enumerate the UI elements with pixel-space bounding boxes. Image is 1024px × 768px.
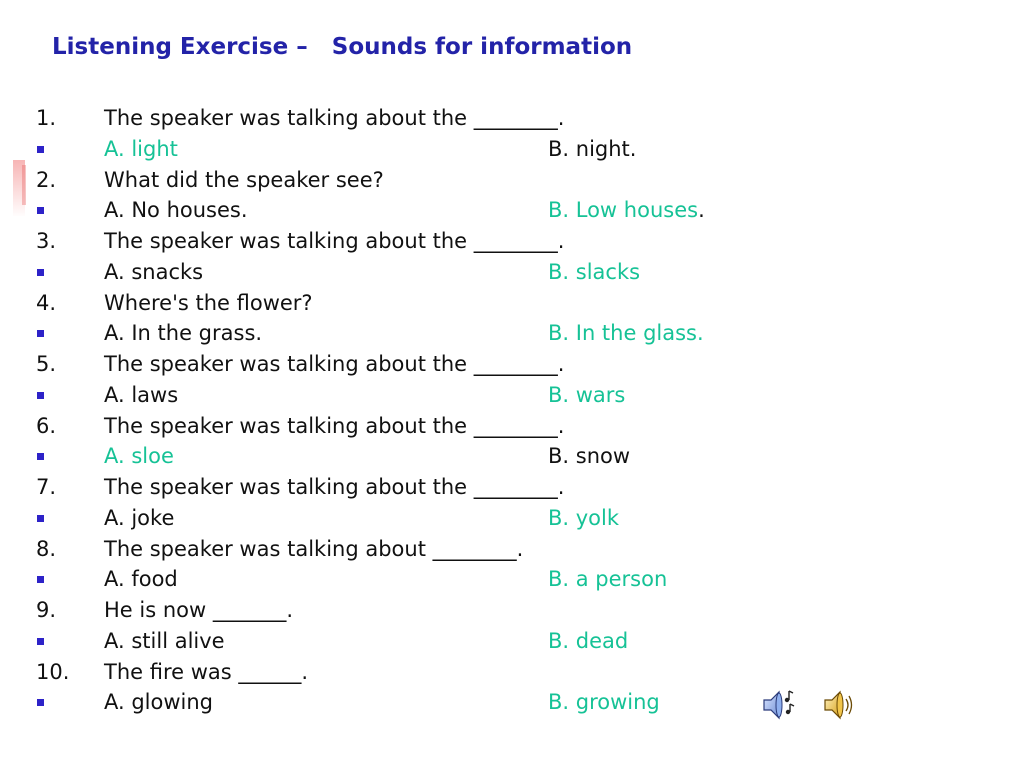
answer-row [0, 626, 1024, 657]
question-row [0, 595, 1024, 626]
question-text: Where's the flower? [104, 290, 313, 315]
option-a[interactable]: A. In the grass. [104, 321, 263, 346]
question-number: 10. [36, 659, 70, 684]
question-text: The speaker was talking about the ________. [104, 229, 565, 253]
page-title: Listening Exercise – Sounds for information [52, 34, 633, 60]
speaker-sound-icon[interactable] [822, 688, 856, 722]
option-b[interactable]: B. Low houses [548, 198, 699, 223]
question-text: What did the speaker see? [104, 167, 384, 192]
option-b-wrapper[interactable] [548, 257, 640, 287]
option-b[interactable]: B. In the glass. [548, 321, 704, 346]
question-number: 7. [36, 475, 57, 499]
question-row [0, 657, 1024, 688]
question-number: 8. [36, 536, 57, 561]
option-a[interactable]: A. light [104, 136, 178, 161]
question-text: The speaker was talking about the ________. [104, 413, 565, 438]
bullet-icon [37, 330, 44, 337]
question-number: 5. [36, 352, 57, 376]
answer-row [0, 441, 1024, 472]
exercise-list [0, 103, 1024, 718]
question-row [0, 472, 1024, 503]
option-b[interactable]: B. a person [548, 567, 668, 592]
question-text: The speaker was talking about the ________. [104, 475, 565, 499]
question-row [0, 226, 1024, 257]
answer-row [0, 380, 1024, 411]
question-text: The speaker was talking about the ________. [104, 106, 565, 130]
answer-row [0, 257, 1024, 288]
option-b-wrapper[interactable] [548, 134, 636, 164]
question-row [0, 165, 1024, 196]
question-row [0, 411, 1024, 442]
option-b[interactable]: B. wars [548, 382, 626, 407]
question-number: 2. [36, 167, 57, 192]
option-b-wrapper[interactable] [548, 503, 619, 533]
question-number: 9. [36, 598, 57, 622]
option-b-wrapper[interactable] [548, 318, 704, 348]
question-text: The fire was ______. [104, 659, 309, 684]
option-b[interactable]: B. slacks [548, 259, 641, 284]
question-row [0, 103, 1024, 134]
answer-row [0, 195, 1024, 226]
answer-row [0, 134, 1024, 165]
bullet-icon [37, 146, 44, 153]
option-a[interactable]: A. laws [104, 382, 179, 407]
question-row [0, 349, 1024, 380]
bullet-icon [37, 207, 44, 214]
question-number: 4. [36, 290, 57, 315]
option-a[interactable]: A. food [104, 567, 178, 592]
bullet-icon [37, 269, 44, 276]
option-b-wrapper[interactable] [548, 441, 630, 471]
option-b[interactable]: B. yolk [548, 505, 620, 530]
answer-row [0, 318, 1024, 349]
question-text: The speaker was talking about ________. [104, 536, 524, 561]
option-b-suffix: . [698, 198, 705, 223]
option-b[interactable]: B. night. [548, 136, 637, 161]
option-a[interactable]: A. glowing [104, 690, 214, 715]
option-b-wrapper[interactable] [548, 687, 660, 717]
bullet-icon [37, 638, 44, 645]
question-text: The speaker was talking about the ________. [104, 352, 565, 376]
answer-row [0, 503, 1024, 534]
speaker-music-icon[interactable] [762, 688, 796, 722]
bullet-icon [37, 576, 44, 583]
answer-row [0, 687, 1024, 718]
bullet-icon [37, 453, 44, 460]
option-b[interactable]: B. growing [548, 690, 660, 715]
bullet-icon [37, 699, 44, 706]
answer-row [0, 564, 1024, 595]
question-number: 1. [36, 106, 57, 130]
question-text: He is now _______. [104, 598, 294, 622]
option-b[interactable]: B. dead [548, 628, 629, 653]
option-a[interactable]: A. still alive [104, 628, 225, 653]
option-a[interactable]: A. No houses. [104, 198, 248, 223]
option-b-wrapper[interactable] [548, 195, 705, 225]
option-a[interactable]: A. joke [104, 505, 175, 530]
option-a[interactable]: A. sloe [104, 444, 174, 469]
question-number: 6. [36, 413, 57, 438]
option-b-wrapper[interactable] [548, 380, 625, 410]
question-number: 3. [36, 229, 57, 253]
option-a[interactable]: A. snacks [104, 259, 204, 284]
option-b-wrapper[interactable] [548, 564, 667, 594]
option-b[interactable]: B. snow [548, 444, 631, 469]
question-row [0, 288, 1024, 319]
bullet-icon [37, 515, 44, 522]
bullet-icon [37, 392, 44, 399]
option-b-wrapper[interactable] [548, 626, 628, 656]
question-row [0, 534, 1024, 565]
